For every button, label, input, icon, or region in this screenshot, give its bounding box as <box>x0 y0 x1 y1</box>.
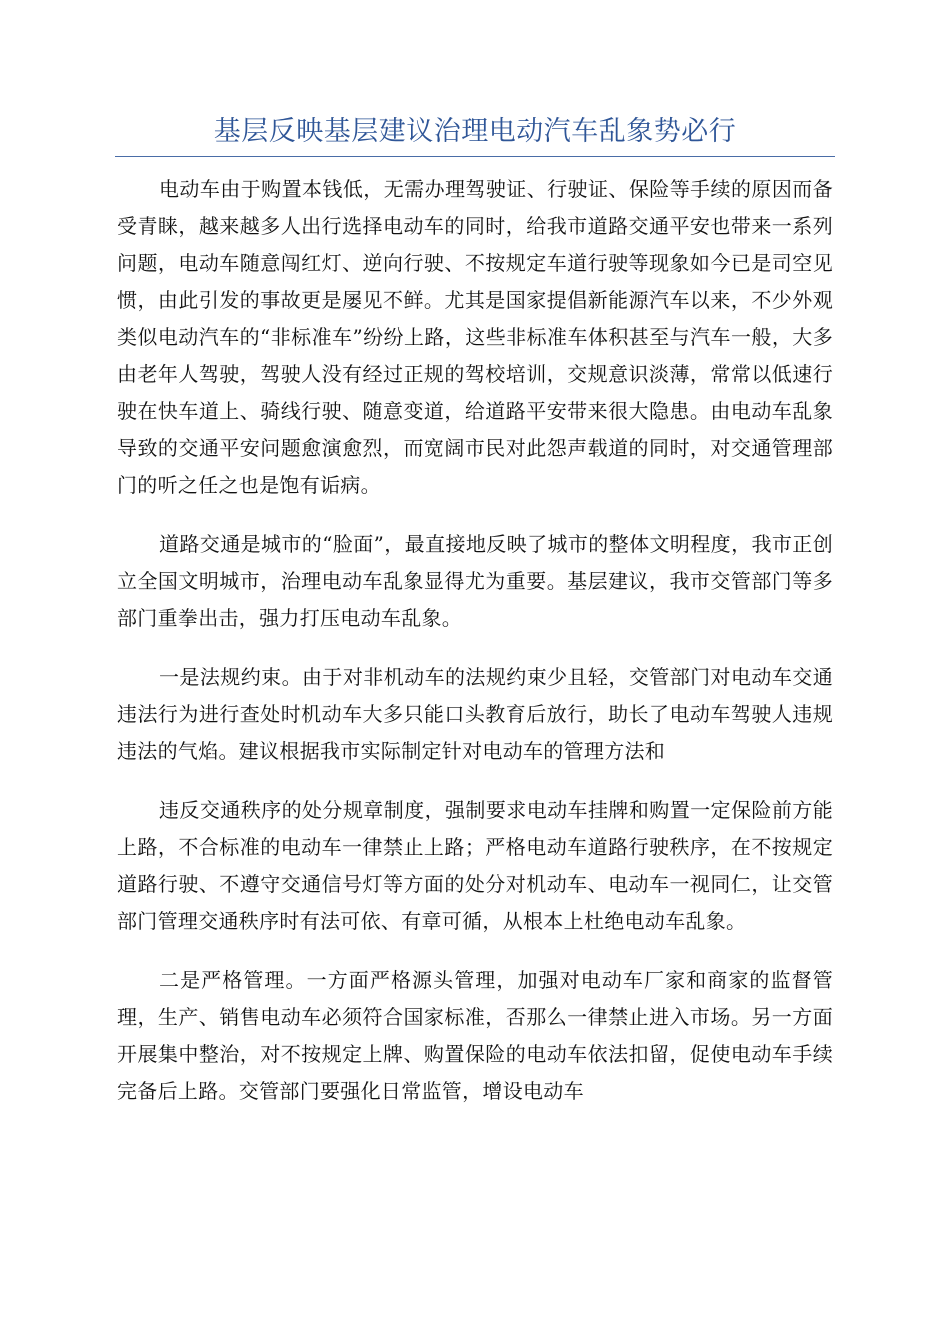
paragraph-4: 违反交通秩序的处分规章制度，强制要求电动车挂牌和购置一定保险前方能上路，不合标准的电动车一律禁止上路；严格电动车道路行驶秩序，在不按规定道路行驶、不遵守交通信号灯等方面的处分对机动车、电动车一视同仁，让交管部门管理交通秩序时有法可依、有章可循，从根本上杜绝电动车乱象。 <box>117 798 833 933</box>
document-body <box>117 171 833 1132</box>
paragraph-1: 电动车由于购置本钱低，无需办理驾驶证、行驶证、保险等手续的原因而备受青睐，越来越多人出行选择电动车的同时，给我市道路交通平安也带来一系列问题，电动车随意闯红灯、逆向行驶、不按规定车道行驶等现象如今已是司空见惯，由此引发的事故更是屡见不鲜。尤其是国家提倡新能源汽车以来，不少外观类似电动汽车的“非标准车”纷纷上路，这些非标准车体积甚至与汽车一般，大多由老年人驾驶，驾驶人没有经过正规的驾校培训，交规意识淡薄，常常以低速行驶在快车道上、骑线行驶、随意变道，给道路平安带来很大隐患。由电动车乱象导致的交通平安问题愈演愈烈，而宽阔市民对此怨声载道的同时，对交通管理部门的听之任之也是饱有诟病。 <box>117 177 833 497</box>
document-title: 基层反映基层建议治理电动汽车乱象势必行 <box>213 116 737 147</box>
paragraph-3: 一是法规约束。由于对非机动车的法规约束少且轻，交管部门对电动车交通违法行为进行查处时机动车大多只能口头教育后放行，助长了电动车驾驶人违规违法的气焰。建议根据我市实际制定针对电动车的管理方法和 <box>117 665 833 763</box>
paragraph-5: 二是严格管理。一方面严格源头管理，加强对电动车厂家和商家的监督管理，生产、销售电动车必须符合国家标准，否那么一律禁止进入市场。另一方面开展集中整治，对不按规定上牌、购置保险的电动车依法扣留，促使电动车手续完备后上路。交管部门要强化日常监管，增设电动车 <box>117 968 833 1103</box>
title-block <box>115 112 835 157</box>
paragraph-2: 道路交通是城市的“脸面”，最直接地反映了城市的整体文明程度，我市正创立全国文明城市，治理电动车乱象显得尤为重要。基层建议，我市交管部门等多部门重拳出击，强力打压电动车乱象。 <box>117 532 833 630</box>
